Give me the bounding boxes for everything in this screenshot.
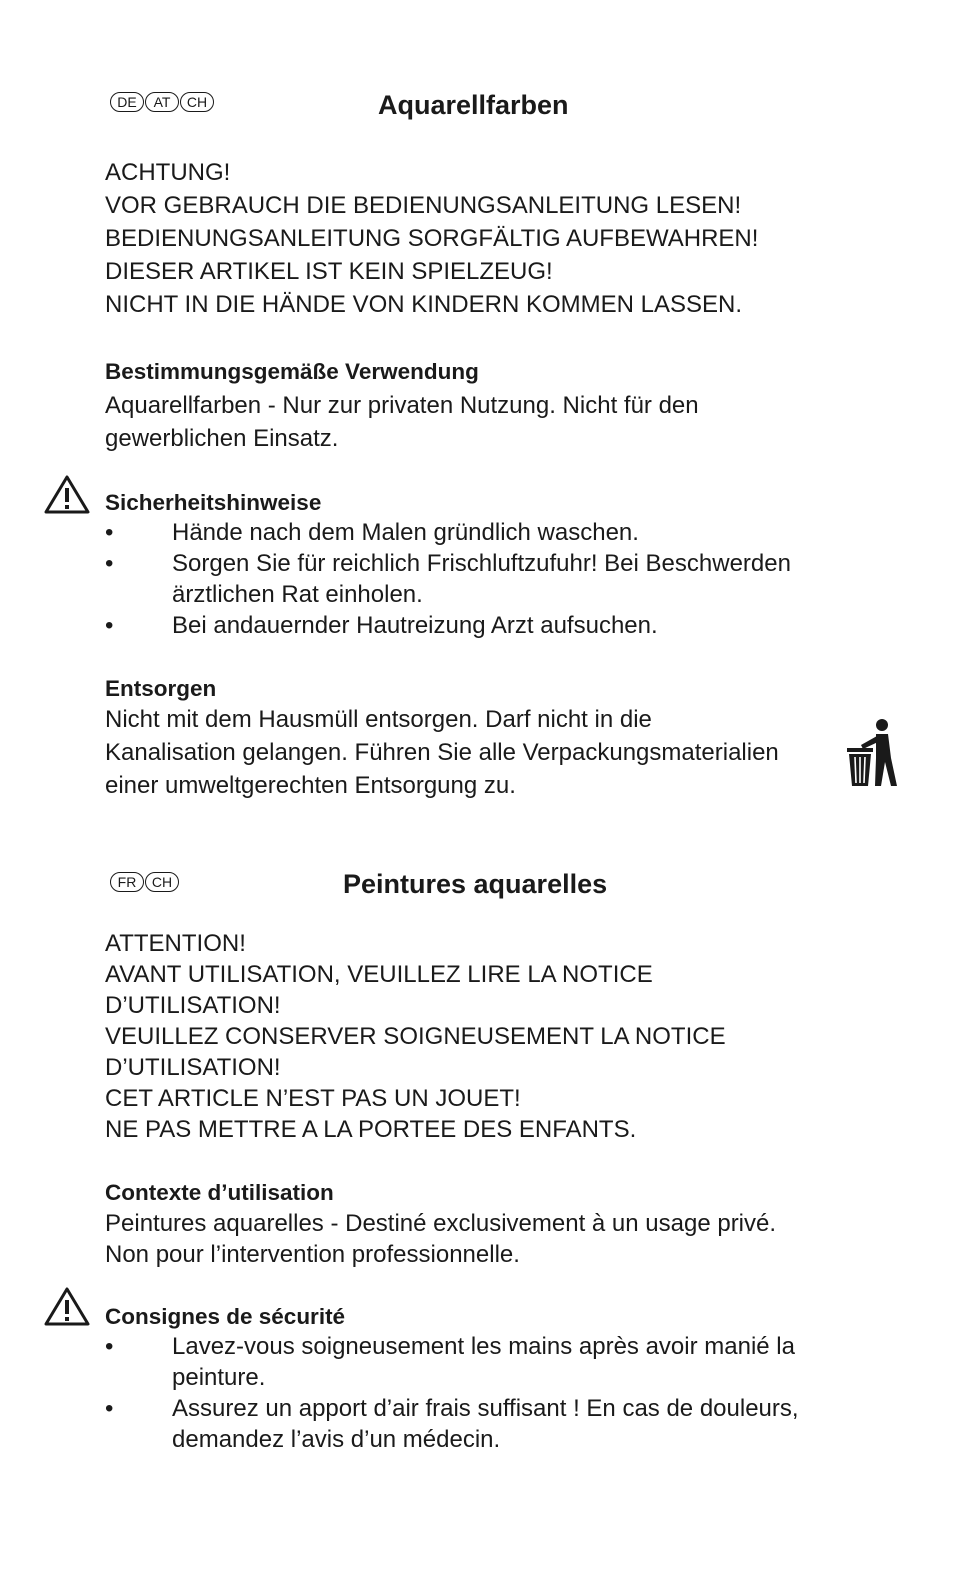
country-badge: CH — [145, 872, 179, 892]
text-line: Aquarellfarben - Nur zur privaten Nutzung. Nicht für den — [105, 392, 699, 419]
intended-use-heading-fr: Contexte d’utilisation — [105, 1180, 334, 1205]
warning-line: NICHT IN DIE HÄNDE VON KINDERN KOMMEN LASSEN. — [105, 291, 742, 318]
country-badge: CH — [180, 92, 214, 112]
list-item — [105, 548, 865, 610]
warning-line: D’UTILISATION! — [105, 992, 281, 1019]
warning-line: VEUILLEZ CONSERVER SOIGNEUSEMENT LA NOTICE — [105, 1023, 726, 1050]
section-title-de: Aquarellfarben — [378, 90, 569, 120]
warning-line: ACHTUNG! — [105, 159, 231, 186]
country-badge: AT — [145, 92, 179, 112]
country-badges-fr — [110, 872, 179, 892]
list-item-text: Hände nach dem Malen gründlich waschen. — [172, 519, 639, 546]
warning-line: CET ARTICLE N’EST PAS UN JOUET! — [105, 1085, 521, 1112]
warning-line: D’UTILISATION! — [105, 1054, 281, 1081]
safety-heading-fr: Consignes de sécurité — [105, 1304, 346, 1329]
bullet: • — [105, 1333, 114, 1360]
text-line: gewerblichen Einsatz. — [105, 425, 339, 452]
warning-line: VOR GEBRAUCH DIE BEDIENUNGSANLEITUNG LESEN! — [105, 192, 742, 219]
text-line: Kanalisation gelangen. Führen Sie alle Verpackungsmaterialien — [105, 739, 779, 766]
warning-block-de — [105, 156, 758, 321]
disposal-heading-de: Entsorgen — [105, 676, 217, 701]
bullet: • — [105, 612, 114, 639]
text-line: Peintures aquarelles - Destiné exclusivement à un usage privé. — [105, 1210, 777, 1237]
warning-block-fr — [105, 928, 726, 1145]
warning-line: AVANT UTILISATION, VEUILLEZ LIRE LA NOTICE — [105, 961, 653, 988]
list-item — [105, 1331, 835, 1393]
warning-line: ATTENTION! — [105, 930, 246, 957]
list-item-text: Lavez-vous soigneusement les mains après avoir manié la peinture. — [172, 1333, 795, 1391]
safety-heading-de: Sicherheitshinweise — [105, 490, 322, 515]
list-item-text: Assurez un apport d’air frais suffisant ! En cas de douleurs, demandez l’avis d’un médecin. — [172, 1395, 799, 1453]
disposal-text-de — [105, 703, 779, 802]
list-item — [105, 1393, 835, 1455]
country-badge: DE — [110, 92, 144, 112]
list-item-text: Sorgen Sie für reichlich Frischluftzufuhr! Bei Beschwerden ärztlichen Rat einholen. — [172, 550, 791, 608]
warning-triangle-icon — [43, 474, 91, 516]
list-item — [105, 610, 865, 641]
intended-use-text-fr — [105, 1208, 776, 1270]
list-item-text: Bei andauernder Hautreizung Arzt aufsuchen. — [172, 612, 658, 639]
country-badges-de — [110, 92, 214, 112]
bullet: • — [105, 550, 114, 577]
intended-use-heading-de: Bestimmungsgemäße Verwendung — [105, 359, 479, 384]
list-item — [105, 517, 865, 548]
intended-use-text-de — [105, 389, 699, 455]
bullet: • — [105, 1395, 114, 1422]
warning-line: BEDIENUNGSANLEITUNG SORGFÄLTIG AUFBEWAHREN! — [105, 225, 759, 252]
safety-list-fr — [105, 1331, 835, 1455]
warning-line: DIESER ARTIKEL IST KEIN SPIELZEUG! — [105, 258, 553, 285]
text-line: einer umweltgerechten Entsorgung zu. — [105, 772, 516, 799]
warning-triangle-icon — [43, 1286, 91, 1328]
safety-list-de — [105, 517, 865, 641]
text-line: Nicht mit dem Hausmüll entsorgen. Darf nicht in die — [105, 706, 652, 733]
bullet: • — [105, 519, 114, 546]
section-title-fr: Peintures aquarelles — [343, 869, 608, 899]
country-badge: FR — [110, 872, 144, 892]
text-line: Non pour l’intervention professionnelle. — [105, 1241, 520, 1268]
tidyman-bin-icon — [845, 718, 899, 788]
warning-line: NE PAS METTRE A LA PORTEE DES ENFANTS. — [105, 1116, 637, 1143]
